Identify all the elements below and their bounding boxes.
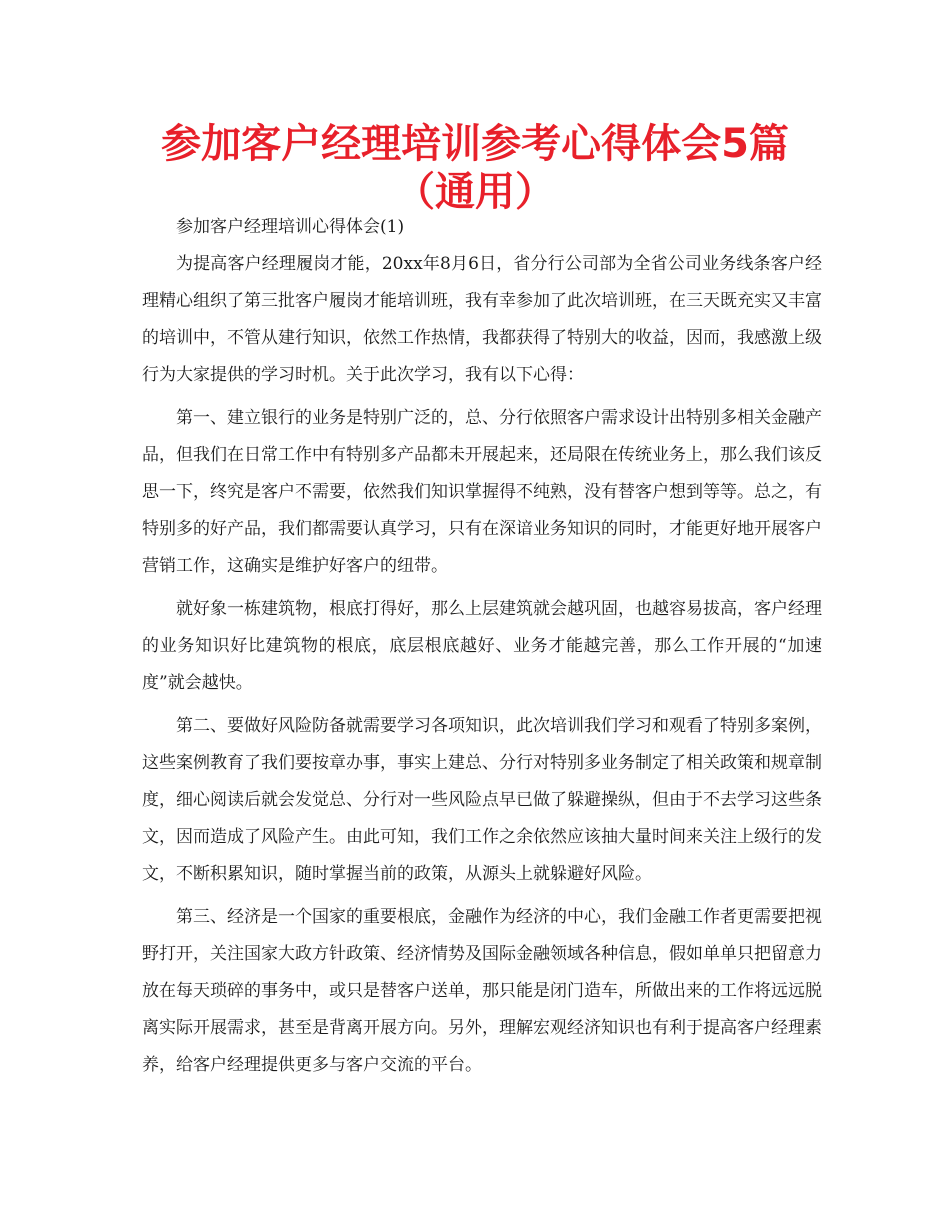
- paragraph-first-point: 第一、建立银行的业务是特别广泛的，总、分行依照客户需求设计出特别多相关金融产品，但我们在日常工作中有特别多产品都未开展起来，还局限在传统业务上，那么我们该反思一下，终究是客户不需要，依然我们知识掌握得不纯熟，没有替客户想到等等。总之，有特别多的好产品，我们都需要认真学习，只有在深谙业务知识的同时，才能更好地开展客户营销工作，这确实是维护好客户的纽带。: [142, 408, 822, 576]
- paragraph-building-analogy: 就好象一栋建筑物，根底打得好，那么上层建筑就会越巩固，也越容易拔高，客户经理的业务知识好比建筑物的根底，底层根底越好、业务才能越完善，那么工作开展的“加速度”就会越快。: [142, 599, 822, 693]
- document-body: [142, 214, 822, 1084]
- paragraph-third-point: 第三、经济是一个国家的重要根底，金融作为经济的中心，我们金融工作者更需要把视野打开，关注国家大政方针政策、经济情势及国际金融领域各种信息，假如单单只把留意力放在每天琐碎的事务中，或只是替客户送单，那只能是闭门造车，所做出来的工作将远远脱离实际开展需求，甚至是背离开展方向。另外，理解宏观经济知识也有利于提高客户经理素养，给客户经理提供更多与客户交流的平台。: [142, 907, 822, 1075]
- paragraph-intro: 为提高客户经理履岗才能，20xx年8月6日，省分行公司部为全省公司业务线条客户经理精心组织了第三批客户履岗才能培训班，我有幸参加了此次培训班，在三天既充实又丰富的培训中，不管从建行知识，依然工作热情，我都获得了特别大的收益，因而，我感激上级行为大家提供的学习时机。关于此次学习，我有以下心得：: [142, 254, 822, 385]
- section-heading: 参加客户经理培训心得体会(1): [176, 217, 405, 237]
- paragraph-second-point: 第二、要做好风险防备就需要学习各项知识，此次培训我们学习和观看了特别多案例，这些案例教育了我们要按章办事，事实上建总、分行对特别多业务制定了相关政策和规章制度，细心阅读后就会发觉总、分行对一些风险点早已做了躲避操纵，但由于不去学习这些条文，因而造成了风险产生。由此可知，我们工作之余依然应该抽大量时间来关注上级行的发文，不断积累知识，随时掌握当前的政策，从源头上就躲避好风险。: [142, 716, 822, 884]
- document-title: 参加客户经理培训参考心得体会5篇（通用）: [161, 121, 789, 215]
